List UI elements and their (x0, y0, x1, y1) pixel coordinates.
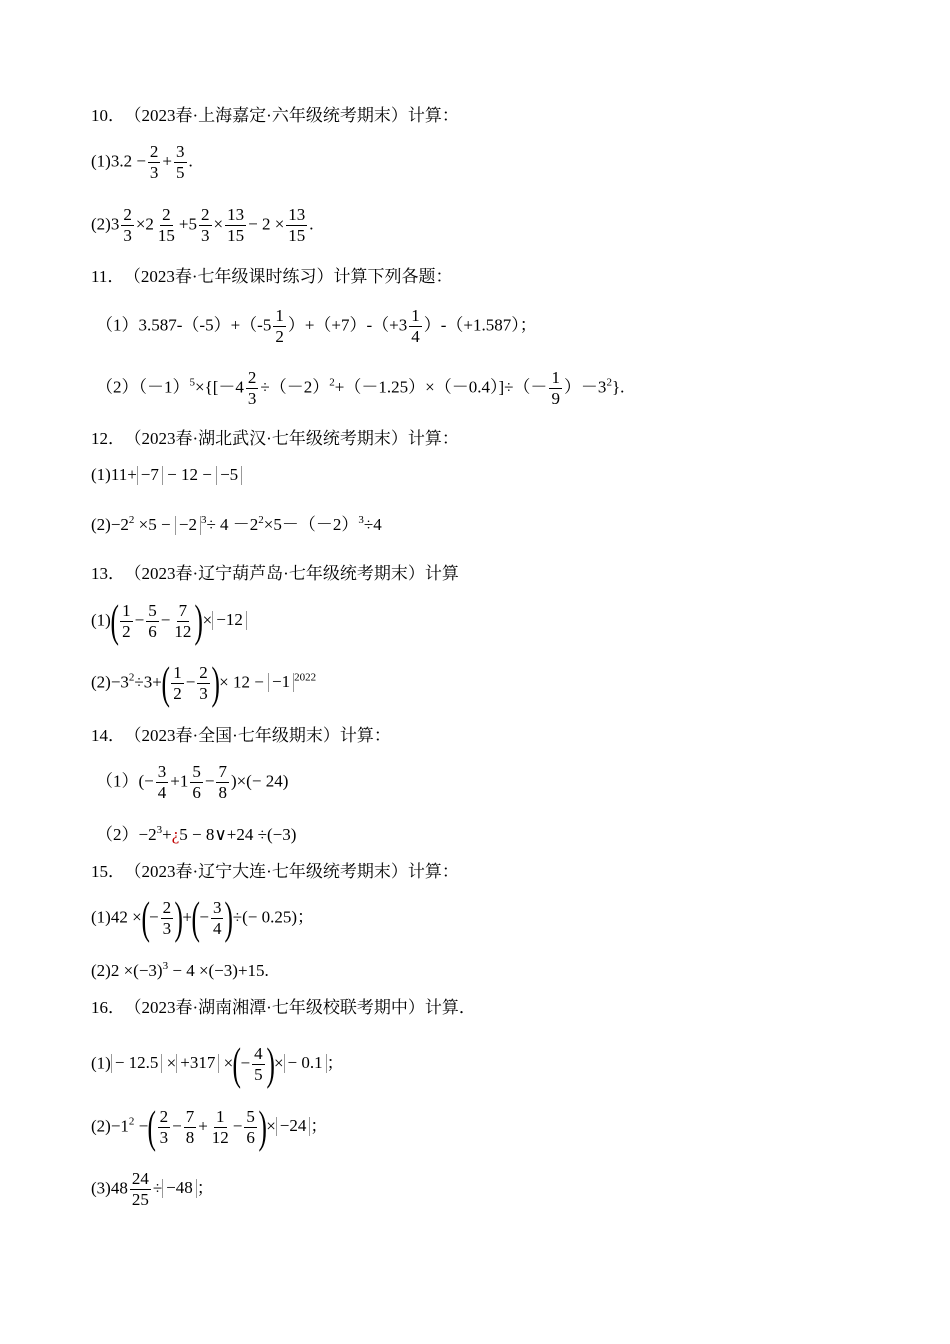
fraction: $\frac{13}{15}$ (288, 205, 306, 245)
exponent: 2 (606, 376, 612, 389)
number: 2 (145, 214, 154, 234)
part-label: （1） (96, 771, 139, 791)
part-label: （2） (96, 377, 139, 397)
problem-12-heading (91, 430, 459, 447)
expression-text: ）－3 (563, 377, 607, 397)
fraction: $\frac{4}{5}$ (254, 1044, 263, 1084)
fraction: $\frac{3}{4}$ (212, 898, 222, 938)
fraction: $\frac{1}{9}$ (551, 368, 560, 408)
fraction: $\frac{1}{4}$ (411, 306, 420, 346)
parenthesized-number: +317 (176, 1054, 219, 1073)
part-label: (1) (91, 465, 111, 484)
expression-text: ）-（+1.587）； (423, 315, 537, 335)
part-label: （2） (96, 825, 139, 844)
part-label: (1) (91, 610, 111, 630)
number: 24 (236, 825, 254, 844)
problem-instruction: 计算： (339, 726, 391, 745)
number: 4 (220, 515, 229, 534)
fraction: $\frac{5}{6}$ (192, 762, 201, 802)
fraction: $\frac{3}{5}$ (176, 142, 185, 182)
problem-11-part-1 (96, 307, 537, 346)
problem-11-heading (91, 268, 453, 285)
number: 3 (110, 214, 120, 234)
problem-14-part-1: （1）(− $\frac{3}{4}$ +1 $\frac{5}{6}$ − $\frac{7}{8}$ )×(− 24) (96, 762, 289, 802)
expression-text: ）+（+7）-（+3 (287, 315, 408, 335)
expression-text: ÷（－2） (260, 377, 330, 397)
problem-number: 16． (91, 998, 125, 1017)
problem-15-part-2: $(2)2 \times(-3)^3 - 4 \times(-3)+15$. (91, 960, 269, 980)
part-label: (2) (91, 961, 111, 980)
number: 2 (120, 515, 129, 534)
number: 5 (188, 214, 198, 234)
fraction: $\frac{2}{3}$ (123, 205, 132, 245)
part-label: (1) (91, 907, 111, 927)
problem-source: （2023春·湖南湘潭·七年级校联考期中） (133, 998, 425, 1017)
problem-instruction: 计算： (407, 429, 459, 448)
fraction: $\frac{2}{3}$ (162, 898, 172, 938)
number: 1 (120, 1116, 129, 1136)
problem-source: （2023春·全国·七年级期末） (133, 726, 340, 745)
problem-12-part-2: $(2)-2^2 \times 5 - -2$ $^3\div 4 -2^2\times 5-(-2)^3\div 4$ (91, 514, 382, 534)
number: 12 (180, 465, 198, 484)
problem-15-heading (91, 863, 459, 880)
number: 2 (148, 825, 157, 844)
absolute-value: −2 (175, 516, 201, 535)
problem-10-part-2: (2)3 $\frac{2}{3}$ ×2 $\frac{2}{15}$ +5 $\frac{2}{3}$ × $\frac{13}{15}$ − 2 × $\frac{13}{15}$ . (91, 205, 314, 245)
fraction: $\frac{2}{3}$ (247, 368, 257, 408)
problem-16-part-3: (3)48 $\frac{24}{25}$ ÷ −48 ； (91, 1169, 214, 1209)
problem-source: （2023春·上海嘉定·六年级统考期末） (133, 106, 408, 125)
part-label: (1) (91, 151, 111, 171)
number: 4 (186, 961, 195, 980)
exponent: 3 (358, 514, 364, 526)
number: 1 (179, 771, 189, 791)
exponent: 3 (162, 960, 169, 972)
fraction: $\frac{2}{15}$ (157, 205, 175, 245)
exponent: 3 (156, 824, 163, 836)
fraction: $\frac{7}{12}$ (174, 601, 192, 641)
problem-number: 10． (91, 106, 125, 125)
problem-13-heading (91, 565, 459, 582)
number: 3 (143, 672, 153, 692)
parenthesized-number: − 12.5 (111, 1054, 163, 1073)
number: 2 (110, 961, 120, 980)
expression-text: ÷4 (363, 515, 382, 534)
number: 3 (282, 825, 291, 844)
problem-10-part-1: (1)3.2 − $\frac{2}{3}$ + $\frac{3}{5}$ . (91, 142, 193, 182)
problem-16-part-1: (1) − 12.5 × +317 ×(− $\frac{4}{5}$ )× − 0.1 ； (91, 1037, 344, 1089)
exponent: 2 (128, 671, 135, 684)
absolute-value: −5 (216, 466, 242, 485)
fraction: $\frac{13}{15}$ (227, 205, 245, 245)
problem-13-part-2: $(2)-3^2\div 3+$( $\frac{1}{2}$ − $\frac{2}{3}$ )× 12 − −1 $^{2022}$ (91, 656, 317, 708)
exponent: 2 (329, 376, 335, 389)
problem-instruction: 计算． (424, 998, 476, 1017)
fraction: $\frac{2}{3}$ (201, 205, 210, 245)
problem-number: 15． (91, 862, 125, 881)
number: 0.25 (261, 907, 292, 927)
problem-number: 12． (91, 429, 125, 448)
number: 48 (110, 1178, 128, 1198)
problem-16-heading (91, 999, 476, 1016)
fraction: $\frac{1}{2}$ (275, 306, 284, 346)
part-label: (2) (91, 214, 111, 234)
number: 11 (110, 465, 128, 484)
part-label: (2) (91, 672, 111, 692)
number: 2 (261, 214, 271, 234)
parenthesized-number: −1 (268, 673, 294, 692)
expression-text: －2 (232, 515, 259, 534)
exponent: 2 (258, 514, 264, 526)
fraction: $\frac{5}{6}$ (148, 601, 157, 641)
problem-10-heading (91, 107, 459, 124)
parenthesized-number: −24 (276, 1117, 311, 1136)
number: 3 (148, 961, 157, 980)
fraction: $\frac{2}{3}$ (159, 1107, 169, 1147)
problem-13-part-1: (1)( $\frac{1}{2}$ − $\frac{5}{6}$ − $\frac{7}{12}$ )× −12 (91, 602, 247, 641)
problem-instruction: 计算： (407, 106, 459, 125)
part-label: （1） (96, 315, 139, 335)
expression-text: （－1） (138, 377, 190, 397)
expression-text: }. (611, 377, 625, 397)
problem-15-part-1: (1)42 ×(− $\frac{2}{3}$ )+(− $\frac{3}{4}$ )÷(− 0.25)； (91, 891, 315, 943)
number: 3 (223, 961, 233, 980)
problem-14-part-2: $(2)-2^3+¿5$ − 8∨+24 ÷(−3) (96, 824, 297, 844)
problem-number: 11． (91, 267, 125, 286)
number: 5 (179, 825, 188, 844)
exponent: 2 (128, 514, 135, 526)
fraction: $\frac{24}{25}$ (131, 1169, 149, 1209)
garbled-character: ¿ (171, 825, 180, 844)
absolute-value: −7 (137, 466, 163, 485)
fraction: $\frac{1}{12}$ (211, 1107, 229, 1147)
fraction: $\frac{3}{4}$ (157, 762, 167, 802)
part-label: (2) (91, 1116, 111, 1136)
fraction: $\frac{7}{8}$ (218, 762, 227, 802)
fraction: $\frac{1}{2}$ (173, 663, 182, 703)
exponent: 3 (200, 514, 207, 526)
problem-16-part-2: $(2)-1^2$ −( $\frac{2}{3}$ − $\frac{7}{8}$ + $\frac{1}{12}$ − $\frac{5}{6}$ )× −24 ； (91, 1100, 328, 1152)
expression-text: +（－1.25）×（－0.4）]÷（－ (334, 377, 548, 397)
problem-source: （2023春·七年级课时练习） (132, 267, 334, 286)
number: 5 (148, 515, 157, 534)
number: 3 (120, 672, 129, 692)
problem-source: （2023春·辽宁大连·七年级统考期末） (133, 862, 408, 881)
exponent: 5 (189, 376, 195, 389)
parenthesized-number: −12 (212, 611, 247, 630)
problem-instruction: 计算： (407, 862, 459, 881)
number: 42 (110, 907, 128, 927)
parenthesized-number: −48 (162, 1179, 197, 1198)
problem-12-part-1: (1)11+ −7 − 12 − −5 (91, 466, 242, 485)
number: 8 (205, 825, 215, 844)
fraction: $\frac{2}{3}$ (149, 142, 159, 182)
problem-number: 13． (91, 564, 125, 583)
number: 24 (265, 771, 283, 791)
fraction: $\frac{7}{8}$ (185, 1107, 195, 1147)
number: 15 (247, 961, 265, 980)
part-label: (3) (91, 1178, 111, 1198)
problem-number: 14． (91, 726, 125, 745)
expression-text: 3.587-（-5）+（-5 (138, 315, 272, 335)
problem-source: （2023春·辽宁葫芦岛·七年级统考期末） (133, 564, 425, 583)
number: 3.2 (110, 151, 133, 171)
number: 12 (232, 672, 250, 692)
fraction: $\frac{2}{3}$ (199, 663, 208, 703)
problem-11-part-2 (96, 369, 624, 408)
problem-14-heading (91, 727, 391, 744)
problem-instruction: 计算 (424, 564, 459, 583)
parenthesized-number: − 0.1 (284, 1054, 327, 1073)
exponent: 2022 (294, 671, 317, 684)
fraction: $\frac{5}{6}$ (246, 1107, 255, 1147)
expression-text: ×{[－4 (195, 377, 244, 397)
expression-text: ×5－（－2） (263, 515, 359, 534)
problem-instruction: 计算下列各题： (333, 267, 453, 286)
problem-source: （2023春·湖北武汉·七年级统考期末） (133, 429, 408, 448)
part-label: (2) (91, 515, 111, 534)
fraction: $\frac{1}{2}$ (122, 601, 131, 641)
exponent: 2 (128, 1115, 135, 1128)
part-label: (1) (91, 1053, 111, 1073)
